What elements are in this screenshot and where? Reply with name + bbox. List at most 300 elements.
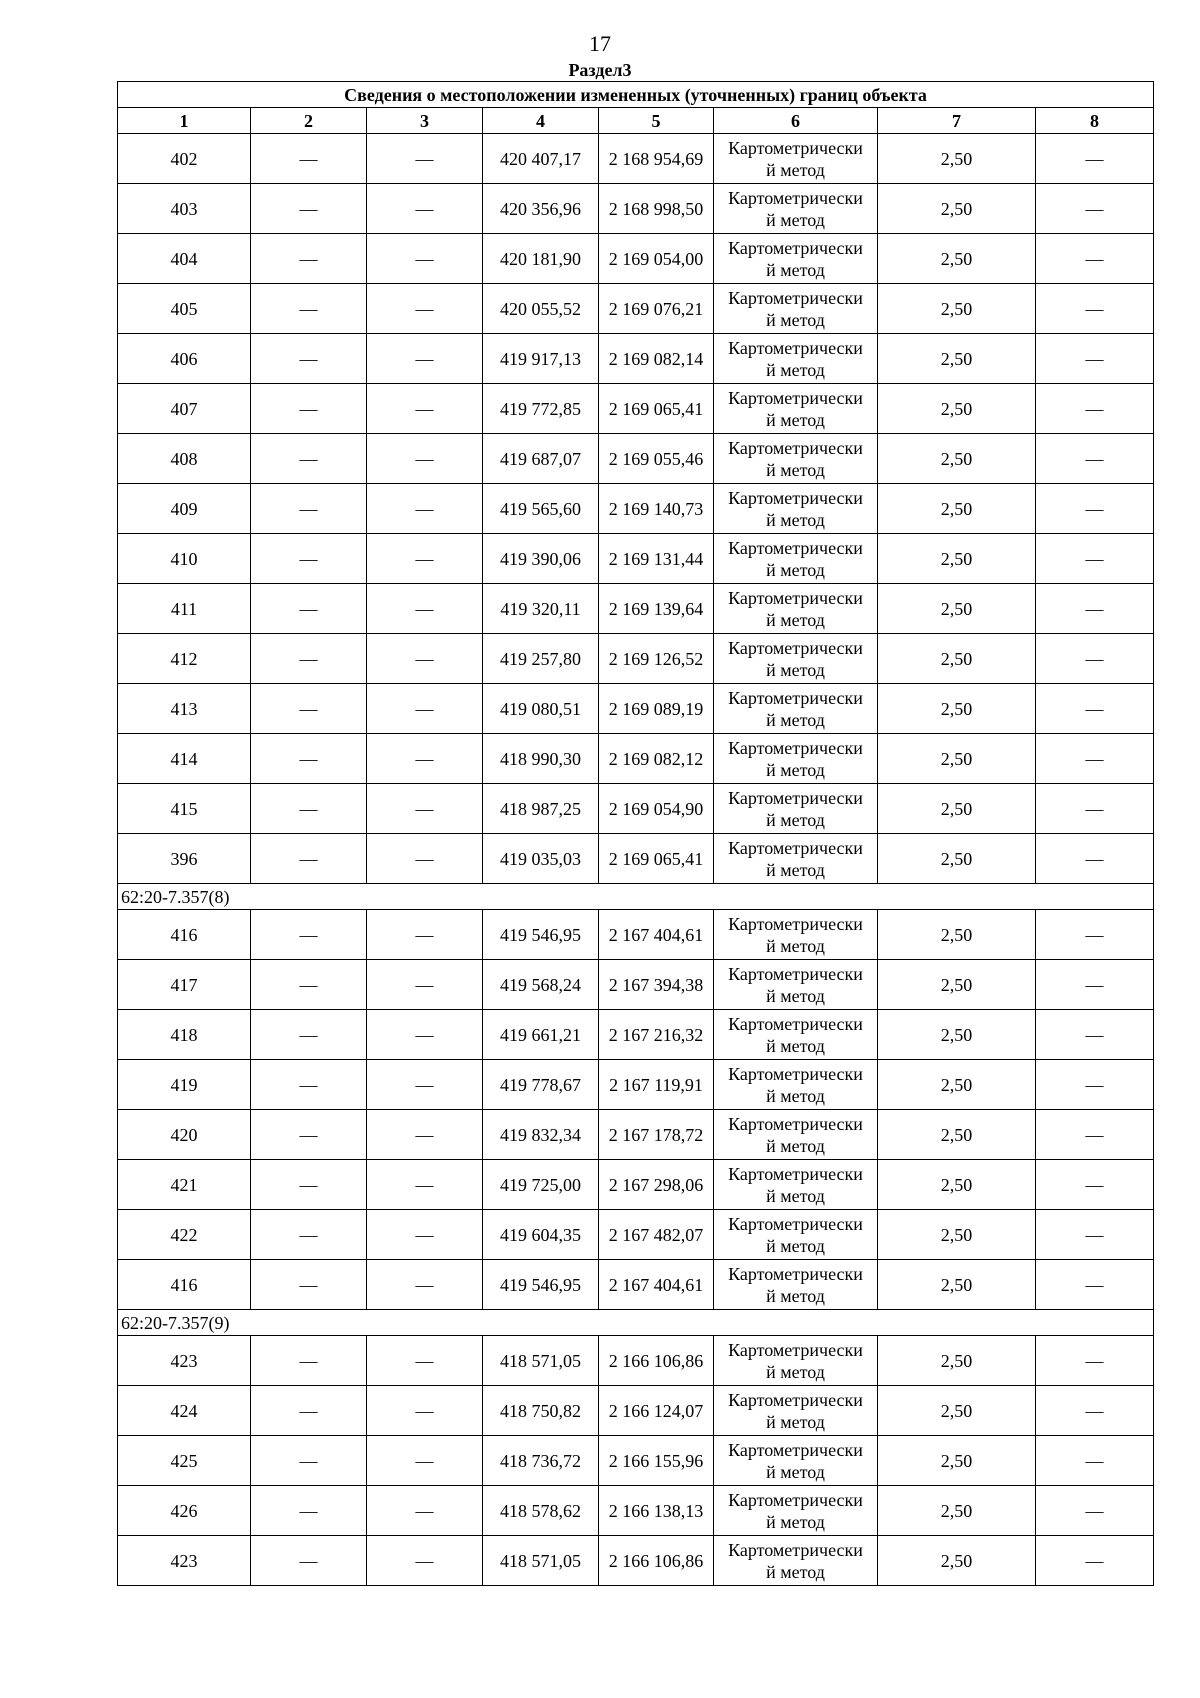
- accuracy-cell: 2,50: [878, 910, 1036, 960]
- table-row: [118, 434, 1154, 484]
- table-title: Сведения о местоположении измененных (уточненных) границ объекта: [118, 82, 1154, 108]
- point-number-cell: 423: [118, 1536, 251, 1586]
- point-number-cell: 396: [118, 834, 251, 884]
- point-number-cell: 415: [118, 784, 251, 834]
- method-line-1: Картометрически: [728, 587, 863, 608]
- column-number-2: 2: [251, 108, 367, 134]
- table-row: [118, 910, 1154, 960]
- y-coordinate-cell: 2 169 054,00: [599, 234, 714, 284]
- method-cell: [714, 634, 878, 684]
- col2-cell: —: [251, 1486, 367, 1536]
- col3-cell: —: [367, 834, 483, 884]
- accuracy-cell: 2,50: [878, 1336, 1036, 1386]
- column-number-3: 3: [367, 108, 483, 134]
- table-row: [118, 1486, 1154, 1536]
- table-row: [118, 534, 1154, 584]
- col2-cell: —: [251, 1336, 367, 1386]
- method-line-1: Картометрически: [728, 1439, 863, 1460]
- col8-cell: —: [1036, 284, 1154, 334]
- method-cell: [714, 134, 878, 184]
- method-line-1: Картометрически: [728, 737, 863, 758]
- accuracy-cell: 2,50: [878, 1436, 1036, 1486]
- col2-cell: —: [251, 1060, 367, 1110]
- col8-cell: —: [1036, 1486, 1154, 1536]
- col3-cell: —: [367, 1536, 483, 1586]
- col3-cell: —: [367, 134, 483, 184]
- col8-cell: —: [1036, 784, 1154, 834]
- point-number-cell: 404: [118, 234, 251, 284]
- method-line-1: Картометрически: [728, 537, 863, 558]
- col8-cell: —: [1036, 334, 1154, 384]
- point-number-cell: 402: [118, 134, 251, 184]
- col2-cell: —: [251, 910, 367, 960]
- y-coordinate-cell: 2 169 082,12: [599, 734, 714, 784]
- col3-cell: —: [367, 1010, 483, 1060]
- col2-cell: —: [251, 834, 367, 884]
- accuracy-cell: 2,50: [878, 1386, 1036, 1436]
- col3-cell: —: [367, 784, 483, 834]
- col2-cell: —: [251, 184, 367, 234]
- method-line-2: й метод: [766, 709, 825, 730]
- x-coordinate-cell: 419 661,21: [483, 1010, 599, 1060]
- method-line-2: й метод: [766, 559, 825, 580]
- accuracy-cell: 2,50: [878, 234, 1036, 284]
- x-coordinate-cell: 420 356,96: [483, 184, 599, 234]
- col8-cell: —: [1036, 1060, 1154, 1110]
- y-coordinate-cell: 2 167 482,07: [599, 1210, 714, 1260]
- col8-cell: —: [1036, 1260, 1154, 1310]
- col3-cell: —: [367, 284, 483, 334]
- x-coordinate-cell: 419 080,51: [483, 684, 599, 734]
- method-line-2: й метод: [766, 609, 825, 630]
- method-line-2: й метод: [766, 259, 825, 280]
- method-cell: [714, 1536, 878, 1586]
- method-line-1: Картометрически: [728, 1263, 863, 1284]
- table-row: [118, 1060, 1154, 1110]
- accuracy-cell: 2,50: [878, 1060, 1036, 1110]
- accuracy-cell: 2,50: [878, 534, 1036, 584]
- x-coordinate-cell: 418 987,25: [483, 784, 599, 834]
- y-coordinate-cell: 2 169 065,41: [599, 834, 714, 884]
- table-row: [118, 734, 1154, 784]
- point-number-cell: 412: [118, 634, 251, 684]
- method-line-1: Картометрически: [728, 137, 863, 158]
- table-row: [118, 834, 1154, 884]
- col2-cell: —: [251, 584, 367, 634]
- point-number-cell: 423: [118, 1336, 251, 1386]
- col2-cell: —: [251, 1260, 367, 1310]
- table-row: [118, 960, 1154, 1010]
- col3-cell: —: [367, 484, 483, 534]
- col3-cell: —: [367, 234, 483, 284]
- point-number-cell: 425: [118, 1436, 251, 1486]
- method-line-1: Картометрически: [728, 1063, 863, 1084]
- y-coordinate-cell: 2 169 065,41: [599, 384, 714, 434]
- col2-cell: —: [251, 1160, 367, 1210]
- col3-cell: —: [367, 534, 483, 584]
- method-line-2: й метод: [766, 459, 825, 480]
- col3-cell: —: [367, 384, 483, 434]
- method-cell: [714, 910, 878, 960]
- col3-cell: —: [367, 1260, 483, 1310]
- method-line-2: й метод: [766, 359, 825, 380]
- accuracy-cell: 2,50: [878, 434, 1036, 484]
- accuracy-cell: 2,50: [878, 684, 1036, 734]
- col3-cell: —: [367, 184, 483, 234]
- y-coordinate-cell: 2 167 404,61: [599, 1260, 714, 1310]
- x-coordinate-cell: 419 917,13: [483, 334, 599, 384]
- method-line-2: й метод: [766, 1035, 825, 1056]
- method-cell: [714, 784, 878, 834]
- x-coordinate-cell: 419 725,00: [483, 1160, 599, 1210]
- x-coordinate-cell: 419 604,35: [483, 1210, 599, 1260]
- x-coordinate-cell: 419 778,67: [483, 1060, 599, 1110]
- method-line-1: Картометрически: [728, 337, 863, 358]
- x-coordinate-cell: 419 832,34: [483, 1110, 599, 1160]
- col8-cell: —: [1036, 234, 1154, 284]
- y-coordinate-cell: 2 168 954,69: [599, 134, 714, 184]
- accuracy-cell: 2,50: [878, 1260, 1036, 1310]
- x-coordinate-cell: 418 736,72: [483, 1436, 599, 1486]
- accuracy-cell: 2,50: [878, 584, 1036, 634]
- method-cell: [714, 1010, 878, 1060]
- method-line-2: й метод: [766, 309, 825, 330]
- method-line-1: Картометрически: [728, 387, 863, 408]
- col2-cell: —: [251, 384, 367, 434]
- method-line-1: Картометрически: [728, 487, 863, 508]
- column-number-5: 5: [599, 108, 714, 134]
- column-number-1: 1: [118, 108, 251, 134]
- method-line-1: Картометрически: [728, 913, 863, 934]
- accuracy-cell: 2,50: [878, 784, 1036, 834]
- group-label: 62:20-7.357(8): [118, 884, 1154, 910]
- col3-cell: —: [367, 1436, 483, 1486]
- method-cell: [714, 1260, 878, 1310]
- table-row: [118, 1010, 1154, 1060]
- table-row: [118, 1160, 1154, 1210]
- col3-cell: —: [367, 960, 483, 1010]
- column-number-6: 6: [714, 108, 878, 134]
- y-coordinate-cell: 2 169 131,44: [599, 534, 714, 584]
- table-row: [118, 1436, 1154, 1486]
- col8-cell: —: [1036, 434, 1154, 484]
- table-row: [118, 634, 1154, 684]
- method-line-1: Картометрически: [728, 837, 863, 858]
- col2-cell: —: [251, 484, 367, 534]
- coordinates-table: [117, 81, 1154, 1586]
- point-number-cell: 410: [118, 534, 251, 584]
- method-cell: [714, 1060, 878, 1110]
- y-coordinate-cell: 2 168 998,50: [599, 184, 714, 234]
- x-coordinate-cell: 419 546,95: [483, 1260, 599, 1310]
- section-label: Раздел3: [568, 60, 632, 80]
- accuracy-cell: 2,50: [878, 960, 1036, 1010]
- accuracy-cell: 2,50: [878, 1160, 1036, 1210]
- point-number-cell: 411: [118, 584, 251, 634]
- method-line-2: й метод: [766, 1461, 825, 1482]
- col8-cell: —: [1036, 584, 1154, 634]
- x-coordinate-cell: 419 687,07: [483, 434, 599, 484]
- y-coordinate-cell: 2 167 216,32: [599, 1010, 714, 1060]
- method-line-1: Картометрически: [728, 687, 863, 708]
- page-number: 17: [589, 31, 611, 56]
- col3-cell: —: [367, 910, 483, 960]
- accuracy-cell: 2,50: [878, 1010, 1036, 1060]
- method-line-2: й метод: [766, 1135, 825, 1156]
- accuracy-cell: 2,50: [878, 1536, 1036, 1586]
- col2-cell: —: [251, 960, 367, 1010]
- y-coordinate-cell: 2 166 124,07: [599, 1386, 714, 1436]
- table-row: [118, 1210, 1154, 1260]
- accuracy-cell: 2,50: [878, 484, 1036, 534]
- accuracy-cell: 2,50: [878, 634, 1036, 684]
- table-row: [118, 334, 1154, 384]
- y-coordinate-cell: 2 169 139,64: [599, 584, 714, 634]
- point-number-cell: 405: [118, 284, 251, 334]
- col3-cell: —: [367, 1160, 483, 1210]
- col2-cell: —: [251, 1436, 367, 1486]
- point-number-cell: 403: [118, 184, 251, 234]
- table-row: [118, 484, 1154, 534]
- method-cell: [714, 334, 878, 384]
- point-number-cell: 409: [118, 484, 251, 534]
- col2-cell: —: [251, 634, 367, 684]
- method-cell: [714, 834, 878, 884]
- method-line-2: й метод: [766, 409, 825, 430]
- method-line-1: Картометрически: [728, 1539, 863, 1560]
- y-coordinate-cell: 2 166 106,86: [599, 1536, 714, 1586]
- point-number-cell: 424: [118, 1386, 251, 1436]
- accuracy-cell: 2,50: [878, 184, 1036, 234]
- col3-cell: —: [367, 334, 483, 384]
- col2-cell: —: [251, 1010, 367, 1060]
- x-coordinate-cell: 419 546,95: [483, 910, 599, 960]
- table-row: [118, 1260, 1154, 1310]
- x-coordinate-cell: 419 320,11: [483, 584, 599, 634]
- y-coordinate-cell: 2 167 178,72: [599, 1110, 714, 1160]
- column-number-8: 8: [1036, 108, 1154, 134]
- accuracy-cell: 2,50: [878, 334, 1036, 384]
- method-line-2: й метод: [766, 1235, 825, 1256]
- table-row: [118, 784, 1154, 834]
- col8-cell: —: [1036, 1336, 1154, 1386]
- method-cell: [714, 1436, 878, 1486]
- method-line-1: Картометрически: [728, 437, 863, 458]
- method-line-1: Картометрически: [728, 1013, 863, 1034]
- col3-cell: —: [367, 634, 483, 684]
- method-line-2: й метод: [766, 935, 825, 956]
- method-line-2: й метод: [766, 1285, 825, 1306]
- col3-cell: —: [367, 1386, 483, 1436]
- col8-cell: —: [1036, 184, 1154, 234]
- method-cell: [714, 1486, 878, 1536]
- method-line-2: й метод: [766, 809, 825, 830]
- point-number-cell: 416: [118, 910, 251, 960]
- col2-cell: —: [251, 334, 367, 384]
- col8-cell: —: [1036, 134, 1154, 184]
- table-row: [118, 384, 1154, 434]
- table-row: [118, 584, 1154, 634]
- y-coordinate-cell: 2 167 404,61: [599, 910, 714, 960]
- method-cell: [714, 960, 878, 1010]
- x-coordinate-cell: 419 772,85: [483, 384, 599, 434]
- column-number-4: 4: [483, 108, 599, 134]
- col8-cell: —: [1036, 1110, 1154, 1160]
- col8-cell: —: [1036, 1210, 1154, 1260]
- method-line-2: й метод: [766, 985, 825, 1006]
- col2-cell: —: [251, 1386, 367, 1436]
- method-cell: [714, 1110, 878, 1160]
- point-number-cell: 426: [118, 1486, 251, 1536]
- method-line-1: Картометрически: [728, 963, 863, 984]
- y-coordinate-cell: 2 169 054,90: [599, 784, 714, 834]
- method-line-1: Картометрически: [728, 1213, 863, 1234]
- method-line-2: й метод: [766, 1561, 825, 1582]
- table-row: [118, 1336, 1154, 1386]
- method-cell: [714, 184, 878, 234]
- col8-cell: —: [1036, 1436, 1154, 1486]
- y-coordinate-cell: 2 167 298,06: [599, 1160, 714, 1210]
- col3-cell: —: [367, 1110, 483, 1160]
- col8-cell: —: [1036, 910, 1154, 960]
- group-header-row: [118, 884, 1154, 910]
- point-number-cell: 406: [118, 334, 251, 384]
- column-number-row: [118, 108, 1154, 134]
- col3-cell: —: [367, 1336, 483, 1386]
- col3-cell: —: [367, 434, 483, 484]
- method-line-1: Картометрически: [728, 287, 863, 308]
- point-number-cell: 419: [118, 1060, 251, 1110]
- y-coordinate-cell: 2 167 119,91: [599, 1060, 714, 1110]
- y-coordinate-cell: 2 166 106,86: [599, 1336, 714, 1386]
- method-cell: [714, 1386, 878, 1436]
- method-cell: [714, 484, 878, 534]
- col8-cell: —: [1036, 384, 1154, 434]
- method-line-2: й метод: [766, 1511, 825, 1532]
- method-line-1: Картометрически: [728, 187, 863, 208]
- point-number-cell: 418: [118, 1010, 251, 1060]
- point-number-cell: 407: [118, 384, 251, 434]
- method-line-2: й метод: [766, 209, 825, 230]
- x-coordinate-cell: 418 571,05: [483, 1336, 599, 1386]
- x-coordinate-cell: 419 390,06: [483, 534, 599, 584]
- col8-cell: —: [1036, 834, 1154, 884]
- x-coordinate-cell: 419 257,80: [483, 634, 599, 684]
- method-cell: [714, 684, 878, 734]
- col8-cell: —: [1036, 1536, 1154, 1586]
- col2-cell: —: [251, 234, 367, 284]
- col8-cell: —: [1036, 1160, 1154, 1210]
- col3-cell: —: [367, 684, 483, 734]
- point-number-cell: 422: [118, 1210, 251, 1260]
- y-coordinate-cell: 2 166 138,13: [599, 1486, 714, 1536]
- method-cell: [714, 234, 878, 284]
- y-coordinate-cell: 2 169 055,46: [599, 434, 714, 484]
- point-number-cell: 414: [118, 734, 251, 784]
- method-line-2: й метод: [766, 1085, 825, 1106]
- method-line-2: й метод: [766, 1361, 825, 1382]
- method-cell: [714, 734, 878, 784]
- point-number-cell: 408: [118, 434, 251, 484]
- method-line-1: Картометрически: [728, 1389, 863, 1410]
- x-coordinate-cell: 419 035,03: [483, 834, 599, 884]
- method-line-1: Картометрически: [728, 637, 863, 658]
- method-line-2: й метод: [766, 1185, 825, 1206]
- y-coordinate-cell: 2 169 126,52: [599, 634, 714, 684]
- method-line-1: Картометрически: [728, 1339, 863, 1360]
- x-coordinate-cell: 418 571,05: [483, 1536, 599, 1586]
- column-number-7: 7: [878, 108, 1036, 134]
- point-number-cell: 413: [118, 684, 251, 734]
- method-line-1: Картометрически: [728, 1113, 863, 1134]
- col3-cell: —: [367, 1486, 483, 1536]
- table-row: [118, 134, 1154, 184]
- method-line-2: й метод: [766, 159, 825, 180]
- table-row: [118, 1110, 1154, 1160]
- method-cell: [714, 284, 878, 334]
- point-number-cell: 417: [118, 960, 251, 1010]
- accuracy-cell: 2,50: [878, 1486, 1036, 1536]
- point-number-cell: 420: [118, 1110, 251, 1160]
- method-line-2: й метод: [766, 659, 825, 680]
- method-line-1: Картометрически: [728, 1163, 863, 1184]
- x-coordinate-cell: 420 407,17: [483, 134, 599, 184]
- col2-cell: —: [251, 1536, 367, 1586]
- col8-cell: —: [1036, 534, 1154, 584]
- x-coordinate-cell: 420 055,52: [483, 284, 599, 334]
- y-coordinate-cell: 2 169 140,73: [599, 484, 714, 534]
- col8-cell: —: [1036, 1386, 1154, 1436]
- x-coordinate-cell: 419 565,60: [483, 484, 599, 534]
- table-row: [118, 234, 1154, 284]
- table-row: [118, 184, 1154, 234]
- col8-cell: —: [1036, 960, 1154, 1010]
- method-line-2: й метод: [766, 1411, 825, 1432]
- table-row: [118, 284, 1154, 334]
- col2-cell: —: [251, 1110, 367, 1160]
- x-coordinate-cell: 419 568,24: [483, 960, 599, 1010]
- method-line-2: й метод: [766, 509, 825, 530]
- method-cell: [714, 1210, 878, 1260]
- y-coordinate-cell: 2 169 089,19: [599, 684, 714, 734]
- table-row: [118, 684, 1154, 734]
- table-body: [118, 134, 1154, 1586]
- point-number-cell: 421: [118, 1160, 251, 1210]
- col3-cell: —: [367, 1210, 483, 1260]
- y-coordinate-cell: 2 169 082,14: [599, 334, 714, 384]
- accuracy-cell: 2,50: [878, 134, 1036, 184]
- table-row: [118, 1386, 1154, 1436]
- method-cell: [714, 1160, 878, 1210]
- col3-cell: —: [367, 584, 483, 634]
- col2-cell: —: [251, 534, 367, 584]
- y-coordinate-cell: 2 167 394,38: [599, 960, 714, 1010]
- point-number-cell: 416: [118, 1260, 251, 1310]
- method-cell: [714, 1336, 878, 1386]
- method-line-2: й метод: [766, 859, 825, 880]
- x-coordinate-cell: 418 990,30: [483, 734, 599, 784]
- col2-cell: —: [251, 1210, 367, 1260]
- method-cell: [714, 434, 878, 484]
- col2-cell: —: [251, 284, 367, 334]
- method-line-1: Картометрически: [728, 1489, 863, 1510]
- col8-cell: —: [1036, 734, 1154, 784]
- group-header-row: [118, 1310, 1154, 1336]
- accuracy-cell: 2,50: [878, 284, 1036, 334]
- table-row: [118, 1536, 1154, 1586]
- method-cell: [714, 534, 878, 584]
- x-coordinate-cell: 418 578,62: [483, 1486, 599, 1536]
